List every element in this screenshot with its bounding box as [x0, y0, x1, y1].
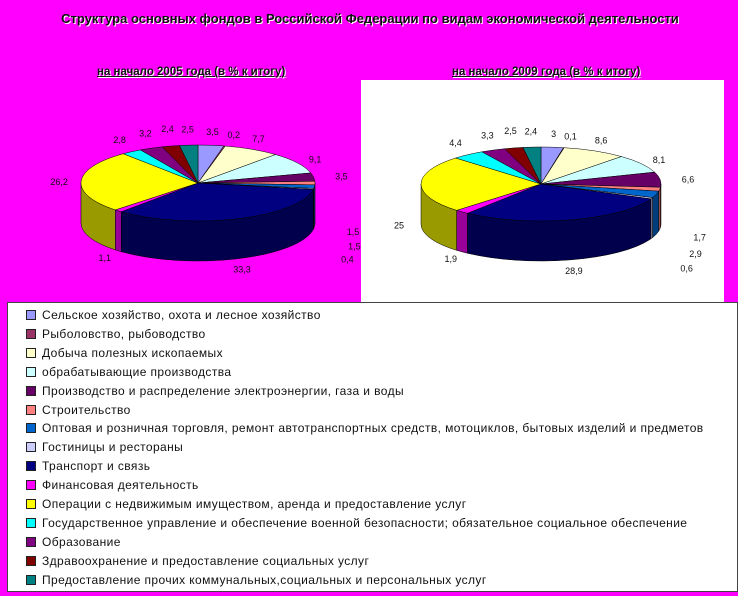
legend-item [26, 514, 687, 532]
legend-item [26, 401, 131, 419]
legend-swatch [26, 556, 36, 566]
legend-label: Гостиницы и рестораны [42, 440, 184, 455]
pie-slice-side [651, 198, 653, 239]
legend-swatch [26, 575, 36, 585]
pie-slice-side [659, 187, 661, 231]
legend-label: Оптовая и розничная торговля, ремонт автотранспортных средств, мотоциклов, бытовых изделий и предметов [42, 421, 704, 436]
data-label: 3,5 [335, 171, 348, 182]
data-label: 1,9 [444, 254, 457, 265]
data-label: 2,8 [113, 134, 126, 145]
data-label: 9,1 [308, 154, 322, 165]
data-label: 28,9 [565, 266, 583, 277]
legend [7, 302, 738, 592]
data-label: 0,4 [341, 254, 354, 265]
legend-swatch [26, 310, 36, 320]
legend-label: Добыча полезных ископаемых [42, 345, 223, 360]
chart-title: Структура основных фондов в Российской Федерации по видам экономической деятельности [61, 11, 679, 26]
data-label: 26,2 [50, 176, 68, 187]
chart-subtitle-2009: на начало 2009 года (в % к итогу) [452, 66, 641, 78]
data-label: 25 [393, 220, 405, 231]
pie-slice-side [457, 210, 468, 253]
data-label: 3,2 [139, 128, 152, 139]
data-label: 1,7 [693, 232, 706, 243]
legend-item [26, 533, 121, 551]
legend-label: Финансовая деятельность [42, 478, 199, 493]
data-label: 1,5 [346, 227, 360, 238]
data-label: 3,3 [481, 130, 494, 141]
legend-item [26, 344, 223, 362]
legend-label: обрабатывающие производства [42, 364, 232, 379]
legend-label: Сельское хозяйство, охота и лесное хозяйство [42, 308, 321, 322]
legend-item [26, 495, 466, 513]
data-label: 2,4 [161, 123, 174, 134]
legend-swatch [26, 461, 36, 471]
legend-item [26, 419, 704, 437]
legend-swatch [26, 329, 36, 339]
data-label: 7,7 [252, 133, 265, 144]
data-label: 8,6 [594, 135, 608, 146]
data-label: 3,5 [206, 126, 219, 137]
legend-label: Образование [42, 534, 121, 549]
data-label: 1,1 [98, 252, 111, 263]
legend-swatch [26, 442, 36, 452]
legend-swatch [26, 423, 36, 433]
legend-swatch [26, 348, 36, 358]
legend-item [26, 438, 183, 456]
legend-item [26, 325, 206, 343]
legend-item [26, 476, 199, 494]
legend-label: Строительство [42, 402, 131, 417]
data-label: 0,1 [564, 131, 577, 142]
pie-slice-side [653, 191, 659, 237]
legend-swatch [26, 480, 36, 490]
legend-swatch [26, 386, 36, 396]
legend-label: Производство и распределение электроэнергии, газа и воды [42, 383, 405, 398]
legend-swatch [26, 518, 36, 528]
data-label: 8,1 [652, 155, 666, 166]
legend-label: Здравоохранение и предоставление социальных услуг [42, 553, 370, 568]
data-label: 0,2 [227, 129, 240, 140]
legend-label: Рыболовство, рыбоводство [42, 326, 206, 341]
data-label: 6,6 [681, 174, 695, 185]
legend-swatch [26, 405, 36, 415]
legend-label: Транспорт и связь [42, 459, 151, 474]
legend-label: Предоставление прочих коммунальных,социальных и персональных услуг [42, 572, 487, 587]
legend-item [26, 382, 404, 400]
data-label: 1,5 [348, 241, 361, 252]
data-label: 3 [551, 128, 557, 139]
data-label: 2,4 [524, 126, 538, 137]
data-label: 2,5 [504, 125, 517, 136]
legend-swatch [26, 537, 36, 547]
legend-item [26, 306, 321, 324]
legend-label: Государственное управление и обеспечение военной безопасности; обязательное социальное обеспечение [42, 515, 688, 530]
data-label: 33,3 [233, 264, 251, 275]
data-label: 4,4 [449, 137, 462, 148]
legend-item [26, 571, 487, 589]
legend-item [26, 552, 369, 570]
data-label: 0,6 [680, 263, 693, 274]
data-label: 2,9 [689, 248, 702, 259]
legend-swatch [26, 367, 36, 377]
chart-subtitle-2005: на начало 2005 года (в % к итогу) [97, 66, 286, 78]
legend-label: Операции с недвижимым имуществом, аренда и предоставление услуг [42, 497, 467, 511]
legend-swatch [26, 499, 36, 509]
data-label: 2,5 [181, 124, 194, 135]
legend-item [26, 457, 150, 475]
legend-item [26, 363, 231, 381]
